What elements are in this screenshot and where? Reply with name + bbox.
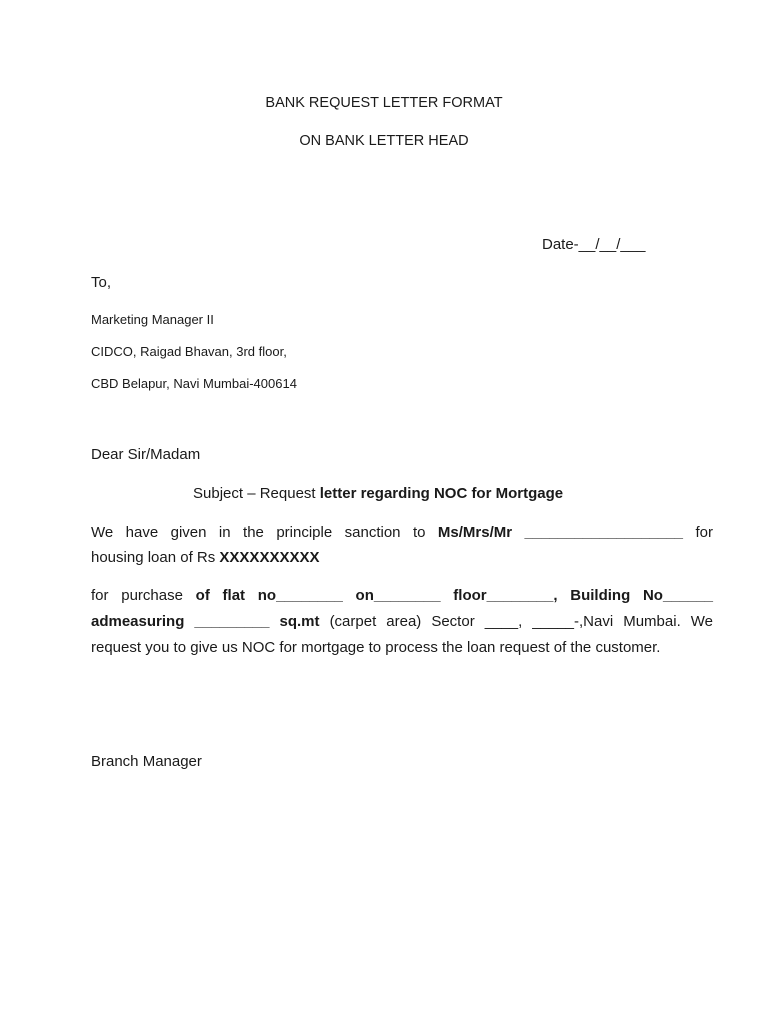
recipient-to: To, [91, 274, 112, 291]
subject-text: letter regarding NOC for Mortgage [319, 485, 564, 502]
letter-heading: BANK REQUEST LETTER FORMAT [265, 95, 503, 111]
salutation: Dear Sir/Madam [91, 446, 201, 463]
subject-line [193, 485, 563, 502]
subject-prefix: Subject – Request [193, 485, 320, 502]
address-line-1: Marketing Manager II [91, 312, 214, 327]
date-line: Date-__/__/___ [542, 236, 646, 253]
p1-text-c: for [683, 524, 713, 541]
paragraph-1-line-2 [91, 545, 713, 571]
paragraph-2-line-1 [91, 583, 713, 609]
letter-subheading: ON BANK LETTER HEAD [299, 133, 469, 149]
p2-text-a: for purchase [91, 587, 196, 604]
paragraph-2-line-2 [91, 609, 713, 635]
address-line-3: CBD Belapur, Navi Mumbai-400614 [91, 376, 297, 391]
p1-loan-amount: XXXXXXXXXX [219, 549, 320, 566]
p1-loan-label: housing loan of Rs [91, 549, 220, 566]
p1-text-a: We have given in the principle sanction to [91, 524, 438, 541]
p2-flat-details: of flat no________ on________ floor________, Building No______ [195, 587, 714, 604]
p2-area: admeasuring _________ sq.mt [91, 613, 320, 630]
p2-sector: (carpet area) Sector ____, _____-,Navi Mumbai. We [319, 613, 713, 630]
p1-name-blank: Ms/Mrs/Mr ___________________ [437, 524, 684, 541]
paragraph-1-line-1 [91, 520, 713, 546]
paragraph-2-line-3: request you to give us NOC for mortgage to process the loan request of the customer. [91, 639, 661, 656]
signature: Branch Manager [91, 753, 202, 770]
address-line-2: CIDCO, Raigad Bhavan, 3rd floor, [91, 344, 287, 359]
